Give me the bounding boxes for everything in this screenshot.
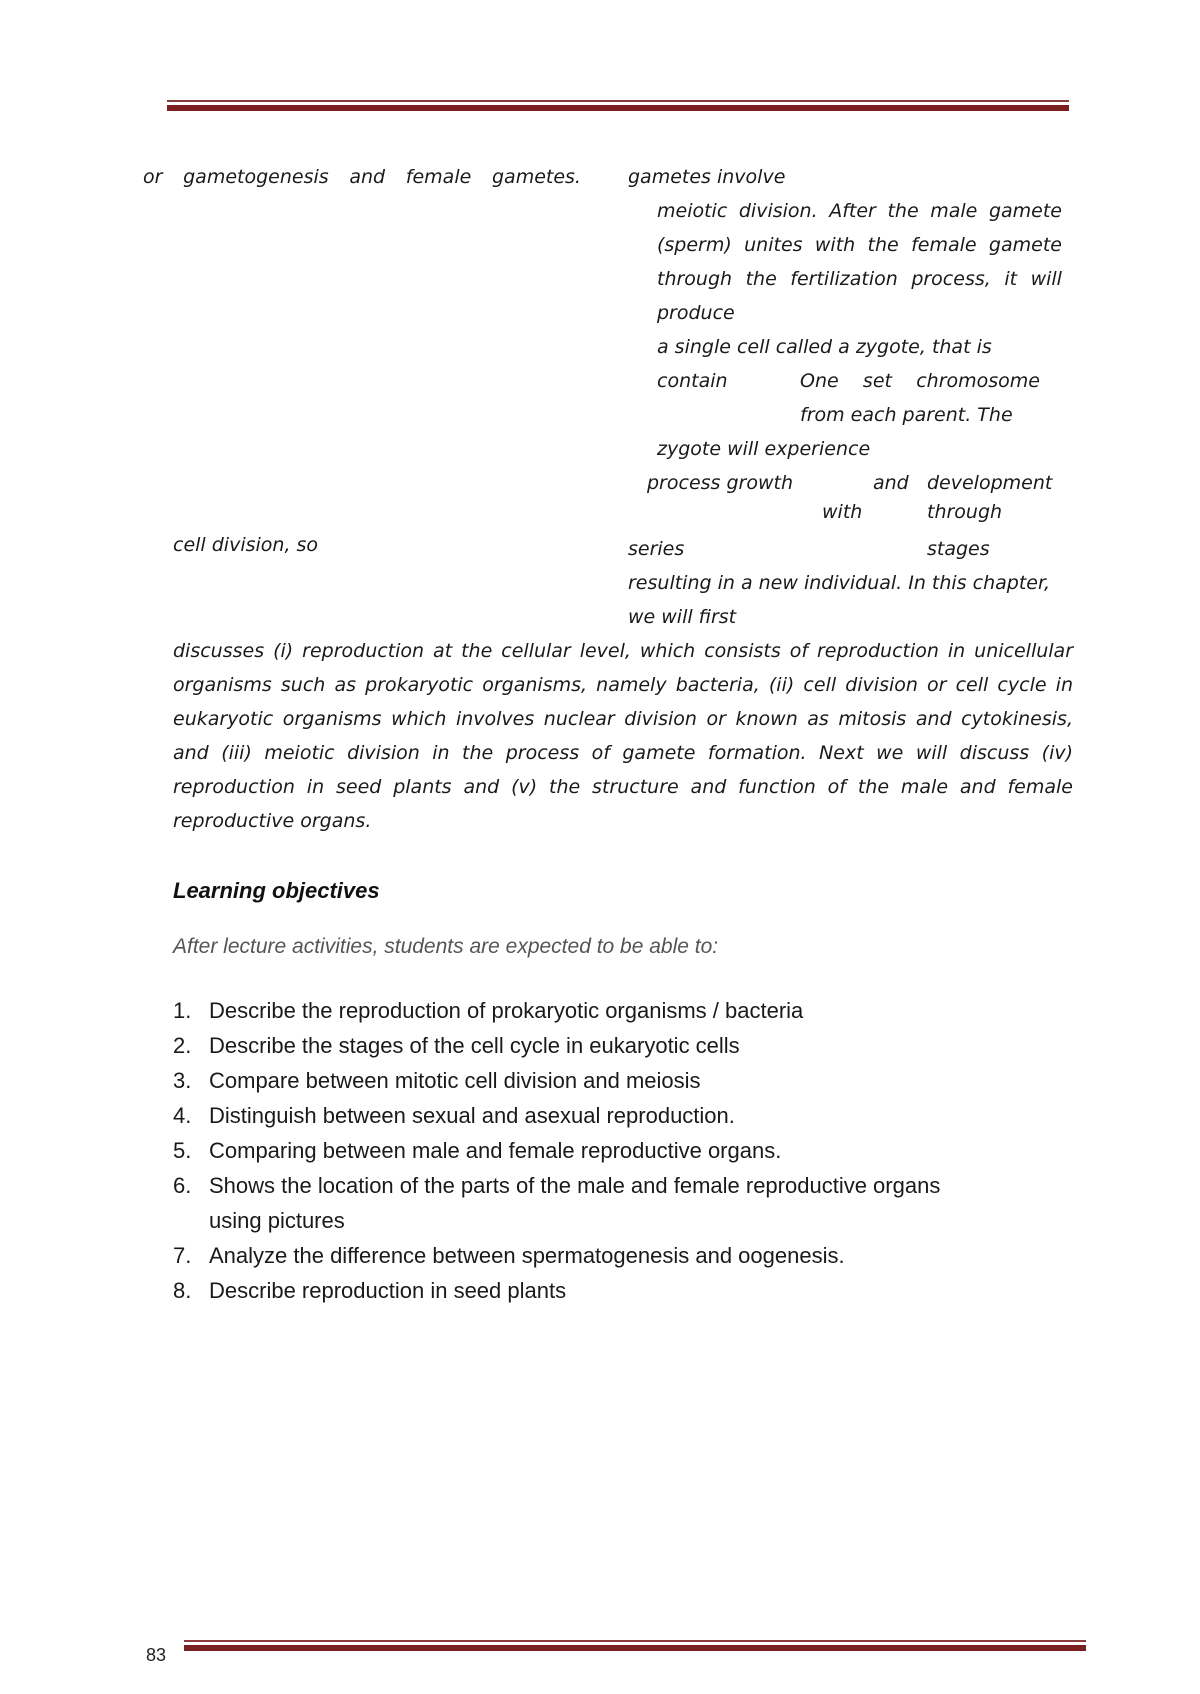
item-number: 6. — [173, 1173, 192, 1198]
item-number: 1. — [173, 998, 192, 1023]
fragment-produce: produce — [657, 302, 735, 324]
fragment-through — [657, 267, 1062, 291]
item-number: 7. — [173, 1243, 192, 1268]
word: chromosome — [916, 370, 1040, 392]
word: the — [887, 200, 919, 222]
word: female — [405, 166, 472, 188]
word: One — [800, 370, 839, 392]
word: gamete — [988, 234, 1062, 256]
fragment-top-left — [143, 165, 581, 189]
fragment-from-each-parent: from each parent. The — [800, 404, 1013, 426]
list-item — [173, 1168, 969, 1238]
item-number: 5. — [173, 1138, 192, 1163]
fragment-single-cell: a single cell called a zygote, that is — [657, 336, 992, 358]
page-number: 83 — [146, 1645, 167, 1665]
item-text: Describe the reproduction of prokaryotic organisms / bacteria — [209, 998, 804, 1023]
word: and — [349, 166, 386, 188]
word: or — [143, 166, 163, 188]
list-item — [173, 1098, 969, 1133]
item-text: Describe reproduction in seed plants — [209, 1278, 567, 1303]
item-number: 4. — [173, 1103, 192, 1128]
fragment-contain: contain — [657, 370, 728, 392]
word: division. — [738, 200, 818, 222]
section-intro: After lecture activities, students are expected to be able to: — [173, 935, 719, 958]
list-item — [173, 1133, 969, 1168]
word: gametes. — [491, 166, 581, 188]
section-heading: Learning objectives — [173, 878, 380, 903]
word: set — [862, 370, 892, 392]
fragment-through2: through — [927, 501, 1003, 523]
fragment-stages: stages — [927, 538, 990, 560]
fragment-meiotic — [657, 199, 1062, 223]
list-item — [173, 1238, 969, 1273]
item-text: Compare between mitotic cell division and meiosis — [209, 1068, 701, 1093]
word: it — [1004, 268, 1018, 290]
fragment-with: with — [822, 501, 863, 523]
fragment-and: and — [873, 472, 909, 494]
word: gamete — [988, 200, 1062, 222]
item-text: Analyze the difference between spermatogenesis and oogenesis. — [209, 1243, 845, 1268]
word: female — [911, 234, 977, 256]
fragment-development: development — [927, 472, 1053, 494]
fragment-we-will-first: we will first — [628, 606, 737, 628]
fragment-one-set — [800, 369, 1040, 393]
word: After — [829, 200, 876, 222]
word: gametogenesis — [183, 166, 329, 188]
list-item — [173, 1063, 969, 1098]
word: unites — [744, 234, 803, 256]
footer-rule — [184, 1640, 1086, 1651]
objectives-list — [173, 993, 969, 1308]
fragment-sperm — [657, 233, 1062, 257]
list-item — [173, 1028, 969, 1063]
word: fertilization — [790, 268, 898, 290]
word: with — [814, 234, 856, 256]
list-item — [173, 993, 969, 1028]
word: male — [930, 200, 978, 222]
word: (sperm) — [657, 234, 732, 256]
fragment-process-growth: process growth — [647, 472, 793, 494]
word: through — [657, 268, 733, 290]
word: will — [1030, 268, 1062, 290]
list-item — [173, 1273, 969, 1308]
item-number: 2. — [173, 1033, 192, 1058]
item-text: Distinguish between sexual and asexual reproduction. — [209, 1103, 735, 1128]
item-text: Comparing between male and female reproductive organs. — [209, 1138, 782, 1163]
body-paragraph: discusses (i) reproduction at the cellular level, which consists of reproduction in unicellular organisms such as prokaryotic organisms, namely bacteria, (ii) cell division or cell cycle in eukaryotic organisms which involves nuclear division or known as mitosis and cytokinesis, and (iii) meiotic division in the process of gamete formation. Next we will discuss (iv) reproduction in seed plants and (v) the structure and function of the male and female reproductive organs. — [173, 640, 1073, 832]
word: process, — [911, 268, 991, 290]
fragment-series: series — [628, 538, 685, 560]
word: meiotic — [657, 200, 728, 222]
header-rule — [167, 100, 1069, 111]
item-number: 8. — [173, 1278, 192, 1303]
fragment-gametes-involve: gametes involve — [628, 166, 786, 188]
fragment-zygote: zygote will experience — [657, 438, 871, 460]
word: the — [867, 234, 899, 256]
item-text: Shows the location of the parts of the male and female reproductive organs using pictures — [209, 1173, 941, 1233]
word: the — [745, 268, 777, 290]
fragment-cell-division: cell division, so — [173, 534, 319, 556]
item-number: 3. — [173, 1068, 192, 1093]
fragment-resulting: resulting in a new individual. In this chapter, — [628, 572, 1051, 594]
item-text: Describe the stages of the cell cycle in eukaryotic cells — [209, 1033, 740, 1058]
